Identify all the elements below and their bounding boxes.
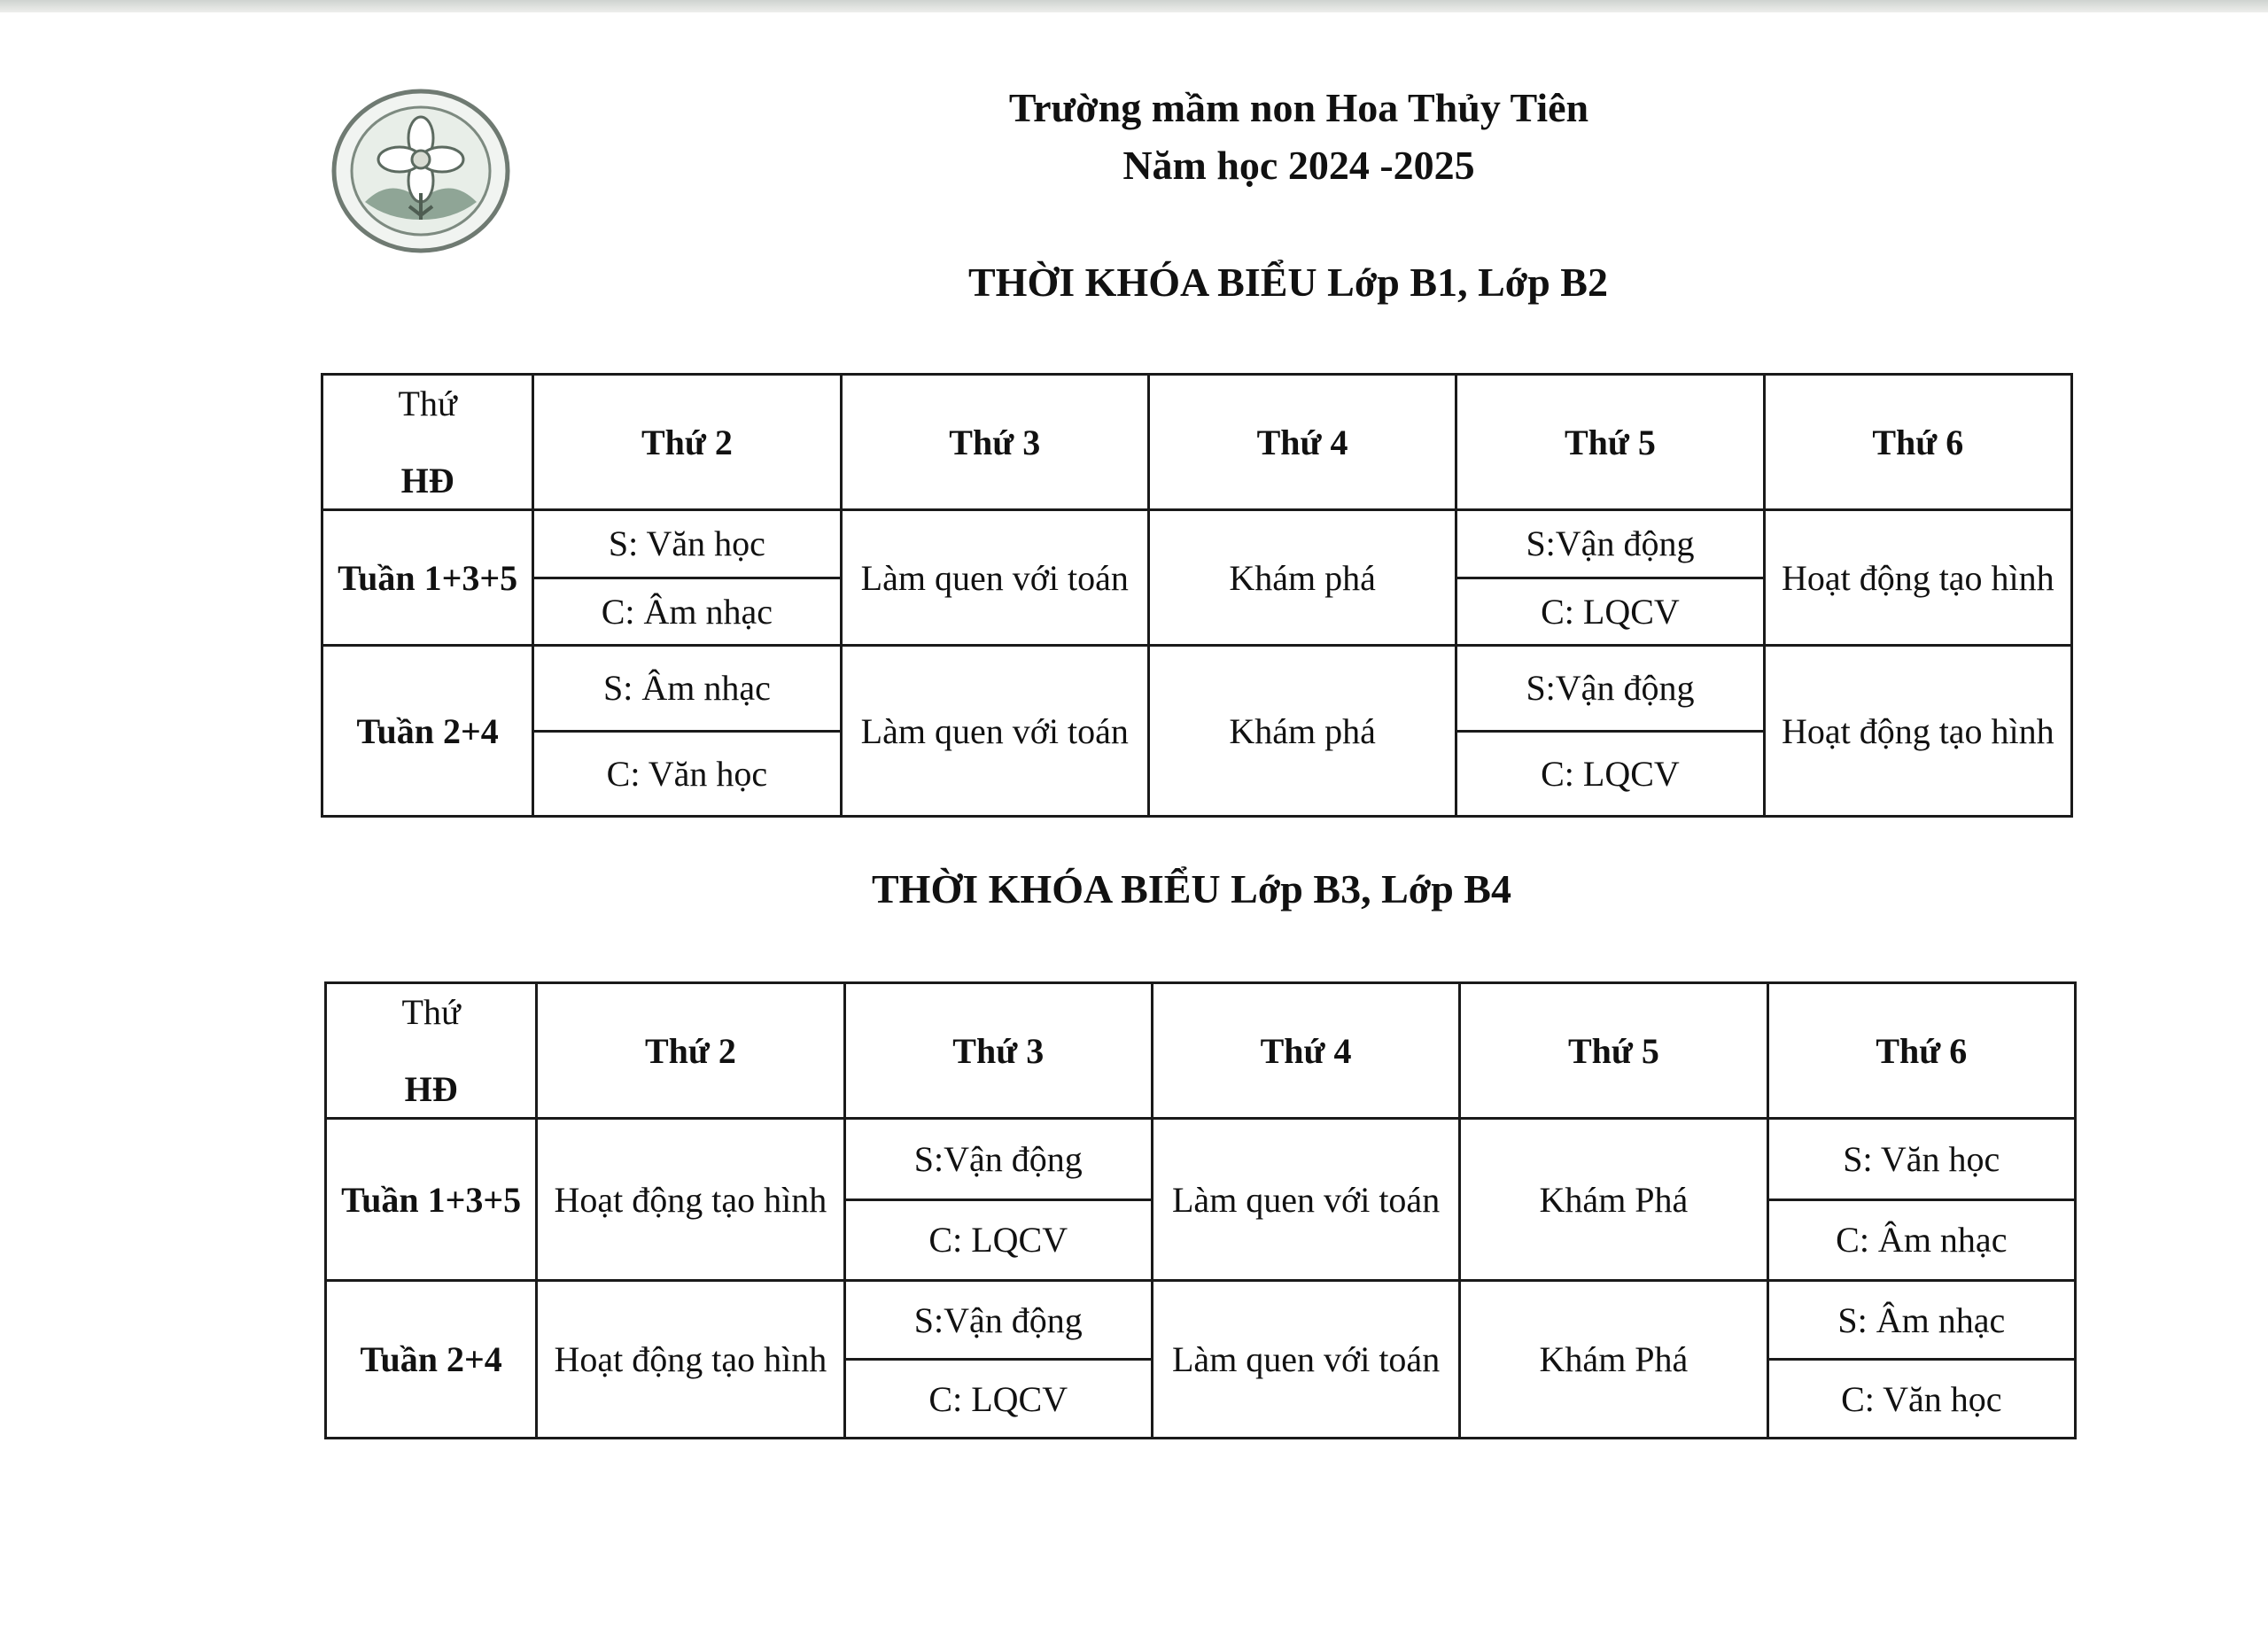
activity-cell: Hoạt động tạo hình [537, 1119, 844, 1281]
afternoon-activity: C: Văn học [1841, 1378, 2002, 1419]
table-row [326, 1281, 2076, 1439]
afternoon-activity: C: Âm nhạc [601, 591, 773, 632]
activity-cell: Khám Phá [1460, 1281, 1767, 1439]
split-cell [1456, 646, 1764, 817]
activity-cell: Khám phá [1148, 646, 1456, 817]
week-label: Tuần 2+4 [322, 646, 533, 817]
morning-activity: S: Văn học [1769, 1120, 2074, 1201]
header-row [322, 375, 2072, 510]
timetable-b1-b2 [321, 373, 2073, 818]
week-label: Tuần 1+3+5 [322, 510, 533, 646]
morning-activity: S: Văn học [534, 511, 839, 579]
day-header: Thứ 6 [1764, 375, 2071, 510]
afternoon-activity: C: LQCV [928, 1378, 1068, 1419]
split-cell [1767, 1281, 2075, 1439]
day-header: Thứ 4 [1148, 375, 1456, 510]
day-header: Thứ 3 [841, 375, 1148, 510]
timetable-b3-b4 [324, 981, 2077, 1439]
morning-activity: S:Vận động [846, 1120, 1151, 1201]
activity-cell: Khám Phá [1460, 1119, 1767, 1281]
split-cell [533, 646, 841, 817]
week-label: Tuần 1+3+5 [326, 1119, 537, 1281]
timetable-title-b3-b4: THỜI KHÓA BIỂU Lớp B3, Lớp B4 [872, 866, 1511, 911]
afternoon-activity: C: Văn học [606, 753, 768, 794]
week-label: Tuần 2+4 [326, 1281, 537, 1439]
activity-cell: Khám phá [1148, 510, 1456, 646]
morning-activity: S: Âm nhạc [534, 647, 839, 733]
split-cell [1767, 1119, 2075, 1281]
activity-cell: Hoạt động tạo hình [1764, 646, 2071, 817]
table-row [322, 646, 2072, 817]
day-header: Thứ 5 [1460, 983, 1767, 1119]
afternoon-activity: C: Âm nhạc [1836, 1220, 2008, 1261]
activity-cell: Làm quen với toán [841, 510, 1148, 646]
corner-top-label: Thứ [398, 384, 457, 423]
corner-top-label: Thứ [401, 992, 461, 1032]
activity-cell: Hoạt động tạo hình [537, 1281, 844, 1439]
activity-cell: Làm quen với toán [1152, 1119, 1459, 1281]
activity-cell: Làm quen với toán [841, 646, 1148, 817]
split-cell [844, 1119, 1152, 1281]
school-name: Trường mầm non Hoa Thủy Tiên [1008, 85, 1589, 130]
corner-cell [322, 375, 533, 510]
afternoon-activity: C: LQCV [1541, 591, 1680, 632]
timetable-title-b1-b2: THỜI KHÓA BIỂU Lớp B1, Lớp B2 [968, 260, 1608, 305]
afternoon-activity: C: LQCV [1541, 753, 1680, 794]
morning-activity: S:Vận động [1457, 511, 1762, 579]
afternoon-activity: C: LQCV [928, 1220, 1068, 1261]
corner-bottom-label: HĐ [400, 461, 454, 500]
split-cell [844, 1281, 1152, 1439]
activity-cell: Làm quen với toán [1152, 1281, 1459, 1439]
activity-cell: Hoạt động tạo hình [1764, 510, 2071, 646]
morning-activity: S:Vận động [846, 1282, 1151, 1361]
day-header: Thứ 2 [537, 983, 844, 1119]
table-row [326, 1119, 2076, 1281]
day-header: Thứ 3 [844, 983, 1152, 1119]
day-header: Thứ 4 [1152, 983, 1459, 1119]
day-header: Thứ 6 [1767, 983, 2075, 1119]
morning-activity: S: Âm nhạc [1769, 1282, 2074, 1361]
day-header: Thứ 5 [1456, 375, 1764, 510]
header-row [326, 983, 2076, 1119]
morning-activity: S:Vận động [1457, 647, 1762, 733]
table-row [322, 510, 2072, 646]
split-cell [1456, 510, 1764, 646]
day-header: Thứ 2 [533, 375, 841, 510]
corner-cell [326, 983, 537, 1119]
school-year: Năm học 2024 -2025 [1122, 143, 1475, 188]
split-cell [533, 510, 841, 646]
corner-bottom-label: HĐ [404, 1069, 458, 1109]
